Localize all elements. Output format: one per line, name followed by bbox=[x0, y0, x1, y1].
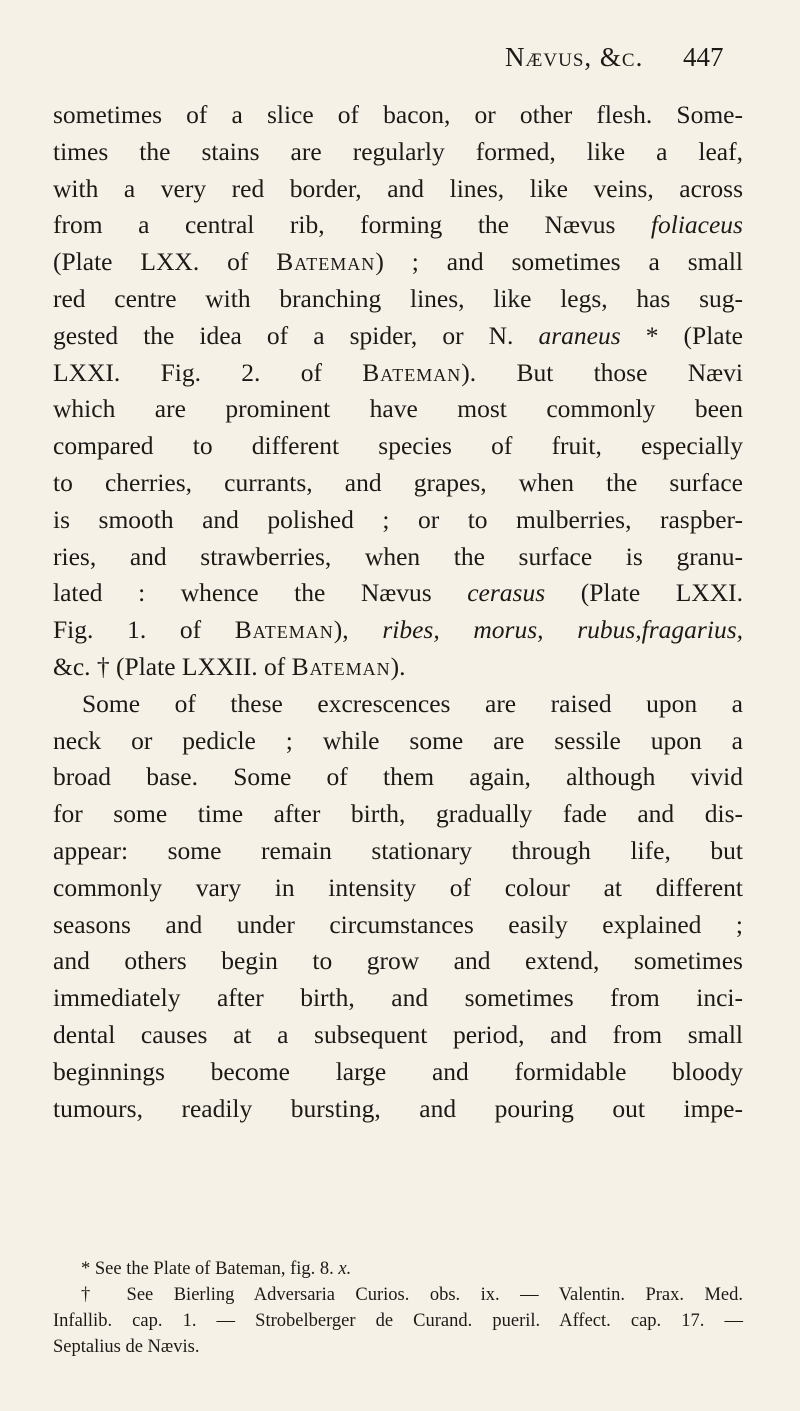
text-line bbox=[53, 759, 743, 796]
text-line bbox=[53, 907, 743, 944]
text-run: LXXI. Fig. 2. of bbox=[53, 357, 363, 387]
text-line bbox=[53, 1017, 743, 1054]
text-run: is smooth and polished ; or to mulberries, raspber- bbox=[53, 504, 743, 534]
text-run: (Plate LXXI. bbox=[545, 578, 743, 608]
text-run: tumours, readily bursting, and pouring out impe- bbox=[53, 1093, 743, 1123]
running-head bbox=[0, 42, 800, 82]
text-line bbox=[53, 1091, 743, 1128]
page-number: 447 bbox=[683, 42, 724, 72]
footnote-line bbox=[53, 1282, 743, 1308]
text-line bbox=[53, 391, 743, 428]
text-line bbox=[53, 612, 743, 649]
small-caps-text: Bateman bbox=[276, 247, 376, 277]
small-caps-text: Bateman bbox=[234, 615, 334, 645]
text-line bbox=[53, 943, 743, 980]
text-line bbox=[53, 502, 743, 539]
text-run: ries, and strawberries, when the surface is granu- bbox=[53, 541, 743, 571]
text-run: broad base. Some of them again, although vivid bbox=[53, 762, 743, 792]
text-line bbox=[53, 428, 743, 465]
text-run: times the stains are regularly formed, like a leaf, bbox=[53, 136, 743, 166]
footnote-line bbox=[53, 1308, 743, 1334]
text-line bbox=[53, 1054, 743, 1091]
text-run: for some time after birth, gradually fade and dis- bbox=[53, 799, 743, 829]
text-line bbox=[53, 281, 743, 318]
text-line bbox=[53, 134, 743, 171]
text-run: red centre with branching lines, like legs, has sug- bbox=[53, 283, 743, 313]
text-run: beginnings become large and formidable bloody bbox=[53, 1056, 743, 1086]
text-run: neck or pedicle ; while some are sessile upon a bbox=[53, 725, 743, 755]
text-line bbox=[53, 171, 743, 208]
text-run: dental causes at a subsequent period, and from small bbox=[53, 1019, 743, 1049]
text-run: appear: some remain stationary through life, but bbox=[53, 835, 743, 865]
text-run: ) ; and sometimes a small bbox=[375, 247, 743, 277]
text-line bbox=[53, 97, 743, 134]
text-run: lated : whence the Nævus bbox=[53, 578, 468, 608]
text-run: † See Bierling Adversaria Curios. obs. ix. — Valentin. Prax. Med. bbox=[81, 1285, 743, 1305]
text-line bbox=[53, 244, 743, 281]
text-run: sometimes of a slice of bacon, or other flesh. Some- bbox=[53, 100, 743, 129]
body-text bbox=[53, 97, 743, 1127]
italic-text: cerasus bbox=[467, 578, 546, 608]
footnote-line bbox=[53, 1256, 743, 1282]
text-run: seasons and under circumstances easily explained ; bbox=[53, 909, 743, 939]
text-run: immediately after birth, and sometimes from inci- bbox=[53, 983, 743, 1013]
italic-text: foliaceus bbox=[650, 210, 743, 240]
text-line bbox=[53, 796, 743, 833]
text-run: and others begin to grow and extend, sometimes bbox=[53, 946, 743, 976]
text-run: * (Plate bbox=[620, 320, 743, 350]
text-run: ). But those Nævi bbox=[461, 357, 743, 387]
text-run: compared to different species of fruit, especially bbox=[53, 431, 743, 461]
text-line bbox=[53, 870, 743, 907]
text-run: gested the idea of a spider, or N. bbox=[53, 320, 539, 350]
text-run: * See the Plate of Bateman, fig. 8. bbox=[81, 1259, 339, 1279]
text-run: Some of these excrescences are raised upon a bbox=[82, 688, 743, 718]
running-title: Nævus, &c. bbox=[505, 42, 644, 72]
text-run: &c. † (Plate LXXII. of bbox=[53, 651, 292, 681]
small-caps-text: Bateman bbox=[291, 651, 391, 681]
italic-text: x. bbox=[338, 1259, 352, 1279]
text-run: to cherries, currants, and grapes, when the surface bbox=[53, 467, 743, 497]
footnotes bbox=[53, 1256, 743, 1360]
text-line bbox=[53, 465, 743, 502]
text-line bbox=[53, 575, 743, 612]
text-line bbox=[53, 207, 743, 244]
text-run: which are prominent have most commonly been bbox=[53, 394, 743, 424]
text-run: Fig. 1. of bbox=[53, 615, 235, 645]
text-line bbox=[53, 318, 743, 355]
text-run: (Plate LXX. of bbox=[53, 247, 277, 277]
text-run: commonly vary in intensity of colour at different bbox=[53, 872, 743, 902]
text-line bbox=[53, 355, 743, 392]
text-run: with a very red border, and lines, like veins, across bbox=[53, 173, 743, 203]
text-run: ). bbox=[390, 651, 406, 681]
text-line bbox=[53, 833, 743, 870]
text-run: ), bbox=[333, 615, 383, 645]
text-run: Infallib. cap. 1. — Strobelberger de Curand. pueril. Affect. cap. 17. — bbox=[53, 1311, 743, 1331]
italic-text: ribes, morus, rubus,fragarius, bbox=[382, 615, 743, 645]
text-run: Septalius de Nævis. bbox=[53, 1337, 200, 1357]
text-run: from a central rib, forming the Nævus bbox=[53, 210, 651, 240]
text-line bbox=[53, 686, 743, 723]
small-caps-text: Bateman bbox=[362, 357, 462, 387]
italic-text: araneus bbox=[538, 320, 621, 350]
text-line bbox=[53, 980, 743, 1017]
text-line bbox=[53, 723, 743, 760]
text-line bbox=[53, 649, 743, 686]
text-line bbox=[53, 539, 743, 576]
footnote-line bbox=[53, 1334, 743, 1360]
